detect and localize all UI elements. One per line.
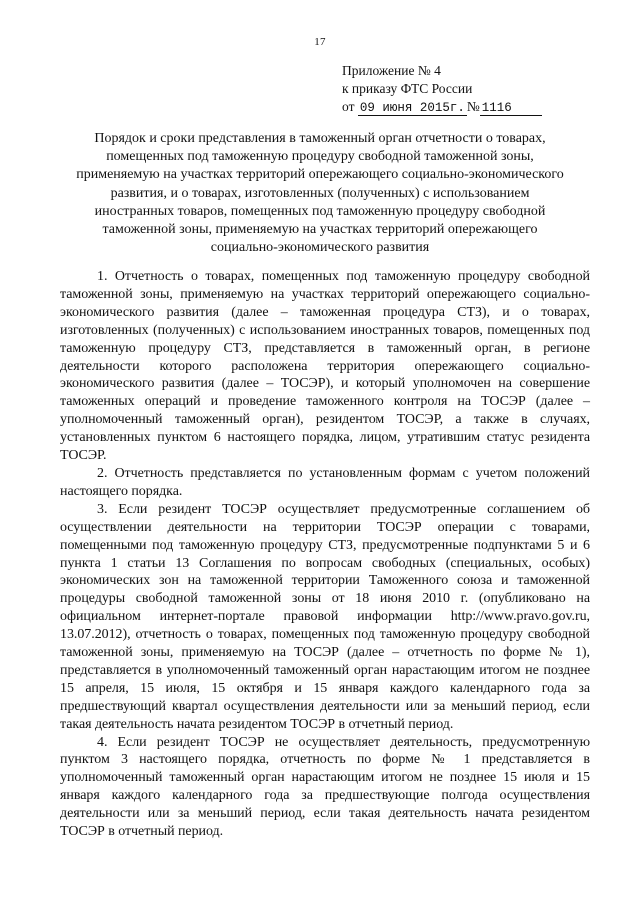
appendix-number: Приложение № 4 — [342, 63, 441, 78]
page-number: 17 — [314, 36, 326, 48]
document-title: Порядок и сроки представления в таможенный орган отчетности о товарах, помещенных под таможенную процедуру свободной таможенной зоны, применяемую на участках территорий опережающего социально-экономического развития, и о товарах, изготовленных (полученных) с использованием иностранных товаров, помещенных под таможенную процедуру свободной таможенной зоны, применяемую на участках территорий опережающего социально-экономического развития — [76, 131, 564, 256]
order-reference: к приказу ФТС России — [342, 81, 473, 96]
document-body — [60, 268, 590, 841]
paragraph-3: 3. Если резидент ТОСЭР осуществляет предусмотренные соглашением об осуществлении деятельности на территории ТОСЭР операции с товарами, помещенными под таможенную процедуру СТЗ, предусмотренные подпунктами 5 и 6 пункта 1 статьи 13 Соглашения по вопросам свободных (специальных, особых) экономических зон на таможенной территории Таможенного союза и таможенной процедуры свободной таможенной зоны от 18 июня 2010 г. (опубликовано на официальном интернет-портале правовой информации http://www.pravo.gov.ru, 13.07.2012), отчетность о товарах, помещенных под таможенную процедуру свободной таможенной зоны, применяемую на ТОСЭР (далее – отчетность по форме № 1), представляется в уполномоченный таможенный орган нарастающим итогом не позднее 15 апреля, 15 июля, 15 октября и 15 января каждого календарного года за предшествующий квартал осуществления деятельности или за меньший период, если такая деятельность начата резидентом ТОСЭР в отчетный период. — [60, 501, 590, 732]
order-date: 09 июня 2015г. — [359, 101, 465, 115]
date-prefix: от — [342, 99, 355, 114]
number-sign: № — [466, 99, 480, 114]
order-number: 1116 — [480, 101, 542, 116]
paragraph-2: 2. Отчетность представляется по установленным формам с учетом положений настоящего порядка. — [60, 465, 590, 499]
appendix-header — [342, 62, 592, 117]
paragraph-4: 4. Если резидент ТОСЭР не осуществляет деятельность, предусмотренную пунктом 3 настоящего порядка, отчетность по форме № 1 представляется в уполномоченный таможенный орган нарастающим итогом не позднее 15 июля и 15 января каждого календарного года за предшествующие полгода осуществления деятельности или за меньший период, если такая деятельность начата резидентом ТОСЭР в отчетный период. — [60, 734, 590, 840]
paragraph-1: 1. Отчетность о товарах, помещенных под таможенную процедуру свободной таможенной зоны, применяемую на участках территорий опережающего социально-экономического развития (далее – таможенная процедура СТЗ), и о товарах, изготовленных (полученных) с использованием иностранных товаров, помещенных под таможенную процедуру СТЗ, представляется в таможенный орган, в регионе деятельности которого расположена территория опережающего социально-экономического развития (далее – ТОСЭР), и который уполномочен на совершение таможенных операций и проведение таможенного контроля на ТОСЭР (далее – уполномоченный таможенный орган), резидентом ТОСЭР, а также в случаях, установленных пунктом 6 настоящего порядка, лицом, утратившим статус резидента ТОСЭР. — [60, 269, 590, 464]
order-date-line — [342, 98, 592, 117]
